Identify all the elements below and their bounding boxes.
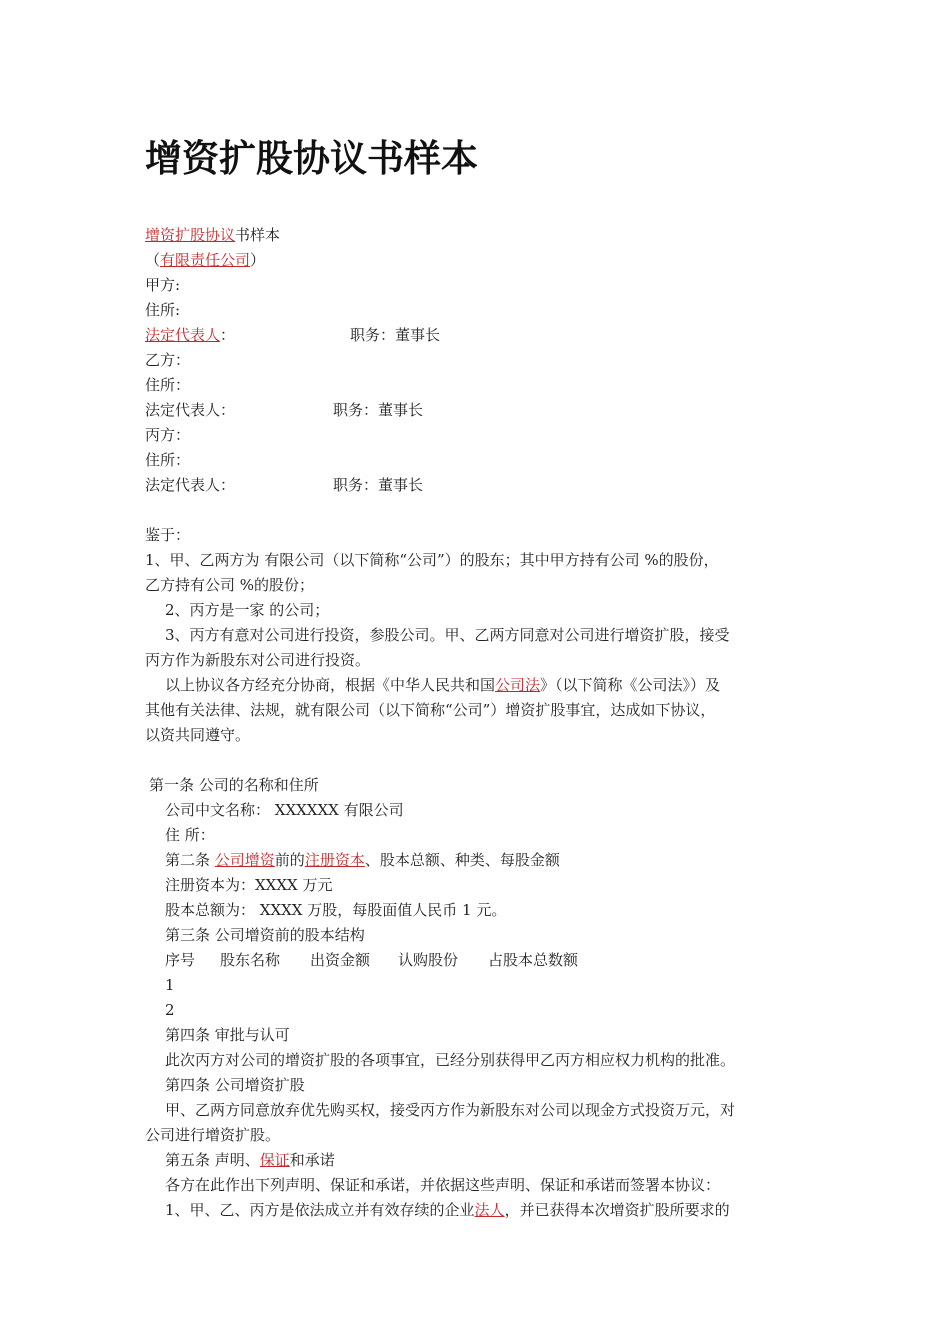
guarantee-link[interactable]: 保证 <box>259 1151 290 1169</box>
recitals-heading: 鉴于： <box>145 526 191 544</box>
page-title: 增资扩股协议书样本 <box>145 137 478 180</box>
article-4b-title: 第四条 公司增资扩股 <box>165 1076 305 1094</box>
article-3-title: 第三条 公司增资前的股本结构 <box>165 926 365 944</box>
company-name: 公司中文名称： XXXXXX 有限公司 <box>165 801 404 819</box>
article-5-title: 第五条 声明、保证和承诺 <box>165 1151 335 1169</box>
recital-3: 3、丙方有意对公司进行投资，参股公司。甲、乙两方同意对公司进行增资扩股，接受 <box>165 626 730 644</box>
article-4-text: 此次丙方对公司的增资扩股的各项事宜，已经分别获得甲乙丙方相应权力机构的批准。 <box>165 1051 736 1069</box>
document-body <box>145 223 810 1223</box>
recital-paragraph-end: 以资共同遵守。 <box>145 726 251 744</box>
company-law-link[interactable]: 公司法 <box>495 676 541 694</box>
col-header-shares: 认购股份 <box>398 951 459 969</box>
recital-1: 1、甲、乙两方为 有限公司（以下简称“公司”）的股东；其中甲方持有公司 %的股份， <box>145 551 719 569</box>
company-address: 住 所： <box>165 826 215 844</box>
legal-rep-link[interactable]: 法定代表人 <box>145 326 221 344</box>
legal-person-link[interactable]: 法人 <box>474 1201 505 1219</box>
party-c-label: 丙方： <box>145 426 191 444</box>
recital-2: 2、丙方是一家 的公司； <box>165 601 330 619</box>
structure-row-1: 1 <box>165 976 175 994</box>
party-b-title: 职务：董事长 <box>333 401 424 419</box>
party-a-title: 职务：董事长 <box>350 326 441 344</box>
recital-3-cont: 丙方作为新股东对公司进行投资。 <box>145 651 371 669</box>
company-type-line: （有限责任公司） <box>145 251 266 269</box>
party-a-representative: 法定代表人： 职务：董事长 <box>145 323 810 348</box>
article-2-title: 第二条 公司增资前的注册资本、股本总额、种类、每股金额 <box>165 851 560 869</box>
party-b-address: 住所： <box>145 376 191 394</box>
party-b-representative: 法定代表人： 职务：董事长 <box>145 398 810 423</box>
recital-paragraph-cont: 其他有关法律、法规，就有限公司（以下简称“公司”）增资扩股事宜，达成如下协议， <box>145 701 716 719</box>
article-5-text: 各方在此作出下列声明、保证和承诺，并依据这些声明、保证和承诺而签署本协议： <box>165 1176 721 1194</box>
party-c-title: 职务：董事长 <box>333 476 424 494</box>
article-4b-text-cont: 公司进行增资扩股。 <box>145 1126 281 1144</box>
article-4-title: 第四条 审批与认可 <box>165 1026 290 1044</box>
party-c-representative: 法定代表人： 职务：董事长 <box>145 473 810 498</box>
party-a-label: 甲方: <box>145 276 181 294</box>
col-header-name: 股东名称 <box>220 951 281 969</box>
total-shares: 股本总额为： XXXX 万股，每股面值人民币 1 元。 <box>165 901 507 919</box>
registered-capital: 注册资本为：XXXX 万元 <box>165 876 333 894</box>
capital-increase-link[interactable]: 公司增资 <box>214 851 275 869</box>
party-c-address: 住所： <box>145 451 191 469</box>
article-1-title: 第一条 公司的名称和住所 <box>149 776 319 794</box>
registered-capital-link[interactable]: 注册资本 <box>304 851 365 869</box>
llc-link[interactable]: 有限责任公司 <box>160 251 251 269</box>
article-4b-text: 甲、乙两方同意放弃优先购买权，接受丙方作为新股东对公司以现金方式投资万元，对 <box>165 1101 736 1119</box>
subtitle-line: 增资扩股协议书样本 <box>145 226 281 244</box>
structure-header-row <box>145 948 810 973</box>
recital-1-cont: 乙方持有公司 %的股份； <box>145 576 315 594</box>
party-b-label: 乙方： <box>145 351 191 369</box>
col-header-percent: 占股本总数额 <box>488 951 579 969</box>
article-5-item-1: 1、甲、乙、丙方是依法成立并有效存续的企业法人，并已获得本次增资扩股所要求的 <box>165 1201 730 1219</box>
col-header-amount: 出资金额 <box>310 951 371 969</box>
structure-row-2: 2 <box>165 1001 175 1019</box>
party-a-address: 住所: <box>145 301 181 319</box>
col-header-no: 序号 <box>165 951 196 969</box>
agreement-link[interactable]: 增资扩股协议 <box>145 226 236 244</box>
recital-paragraph: 以上协议各方经充分协商，根据《中华人民共和国公司法》（以下简称《公司法》）及 <box>165 676 721 694</box>
